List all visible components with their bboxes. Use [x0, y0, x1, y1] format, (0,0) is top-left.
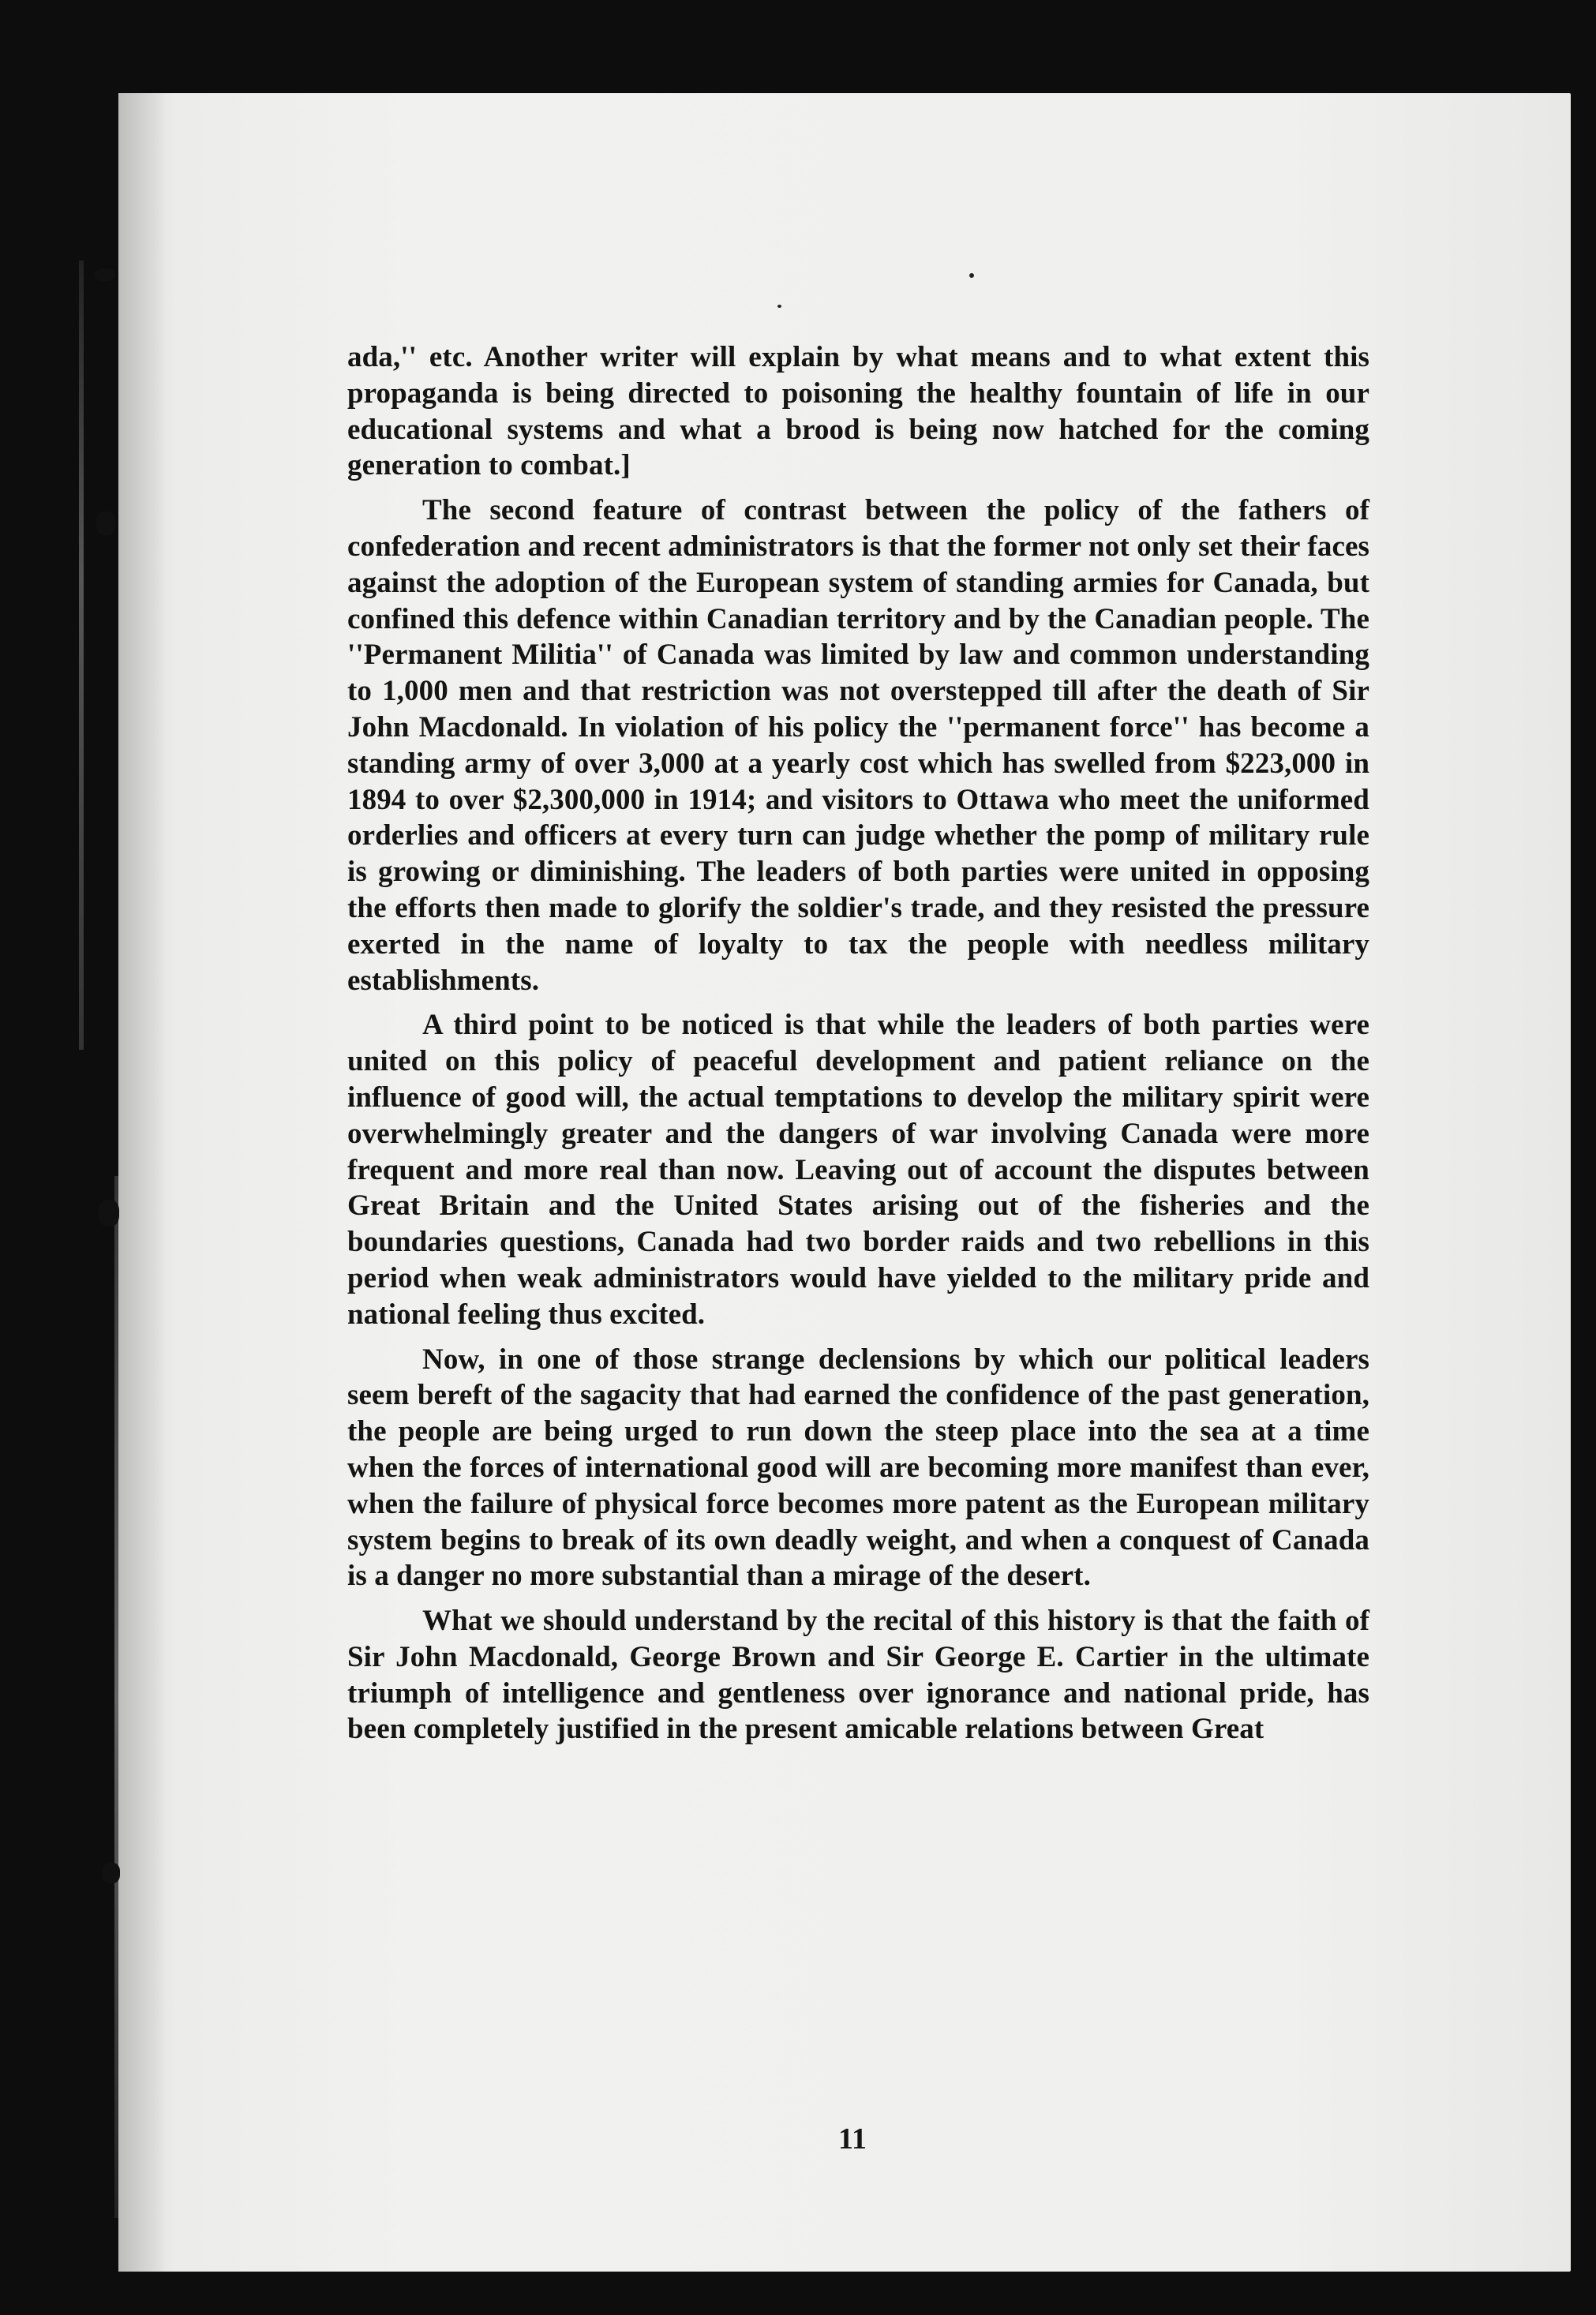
- page-binding-edge: [118, 93, 166, 2272]
- binding-mark: [99, 1200, 119, 1227]
- page-number: 11: [838, 2122, 867, 2156]
- binding-shadow-line: [79, 260, 84, 1050]
- binding-mark: [96, 511, 115, 535]
- scan-speck: [969, 273, 974, 278]
- paragraph: Now, in one of those strange declensions by which our political leaders seem bereft of the sagacity that had earned the confidence of the past generation, the people are being urged to run down the steep place into the sea at a time when the forces of international good will are becoming more manifest than ever, when the failure of physical force becomes more patent as the European military system begins to break of its own deadly weight, and when a conquest of Canada is a danger no more substantial than a mirage of the desert.: [347, 1343, 1369, 1593]
- binding-mark: [95, 268, 115, 281]
- body-text: [347, 339, 1369, 1756]
- paragraph: What we should understand by the recital of this history is that the faith of Sir John Macdonald, George Brown and Sir George E. Cartier in the ultimate triumph of intelligence and gentleness over ignorance and national pride, has been completely justified in the present amicable relations between Great: [347, 1605, 1369, 1746]
- paragraph: ada,'' etc. Another writer will explain by what means and to what extent this propaganda is being directed to poisoning the healthy fountain of life in our educational systems and what a brood is being now hatched for the coming generation to combat.]: [347, 341, 1369, 482]
- paragraph: A third point to be noticed is that while the leaders of both parties were united on this policy of peaceful development and patient reliance on the influence of good will, the actual temptations to develop the military spirit were overwhelmingly greater and the dangers of war involving Canada were more frequent and more real than now. Leaving out of account the disputes between Great Britain and the United States arising out of the fisheries and the boundaries questions, Canada had two border raids and two rebellions in this period when weak administrators would have yielded to the military pride and national feeling thus excited.: [347, 1009, 1369, 1331]
- paragraph: The second feature of contrast between the policy of the fathers of confederation and recent administrators is that the former not only set their faces against the adoption of the European system of standing armies for Canada, but confined this defence within Canadian territory and by the Canadian people. The ''Permanent Militia'' of Canada was limited by law and common understanding to 1,000 men and that restriction was not overstepped till after the death of Sir John Macdonald. In violation of his policy the ''permanent force'' has become a standing army of over 3,000 at a yearly cost which has swelled from $223,000 in 1894 to over $2,300,000 in 1914; and visitors to Ottawa who meet the uniformed orderlies and officers at every turn can judge whether the pomp of military rule is growing or diminishing. The leaders of both parties were united in opposing the efforts then made to glorify the soldier's trade, and they resisted the pressure exerted in the name of loyalty to tax the people with needless military establishments.: [347, 494, 1369, 997]
- scan-speck: [777, 305, 781, 308]
- binding-mark: [103, 1863, 120, 1883]
- binding-shadow-line: [114, 1176, 118, 2218]
